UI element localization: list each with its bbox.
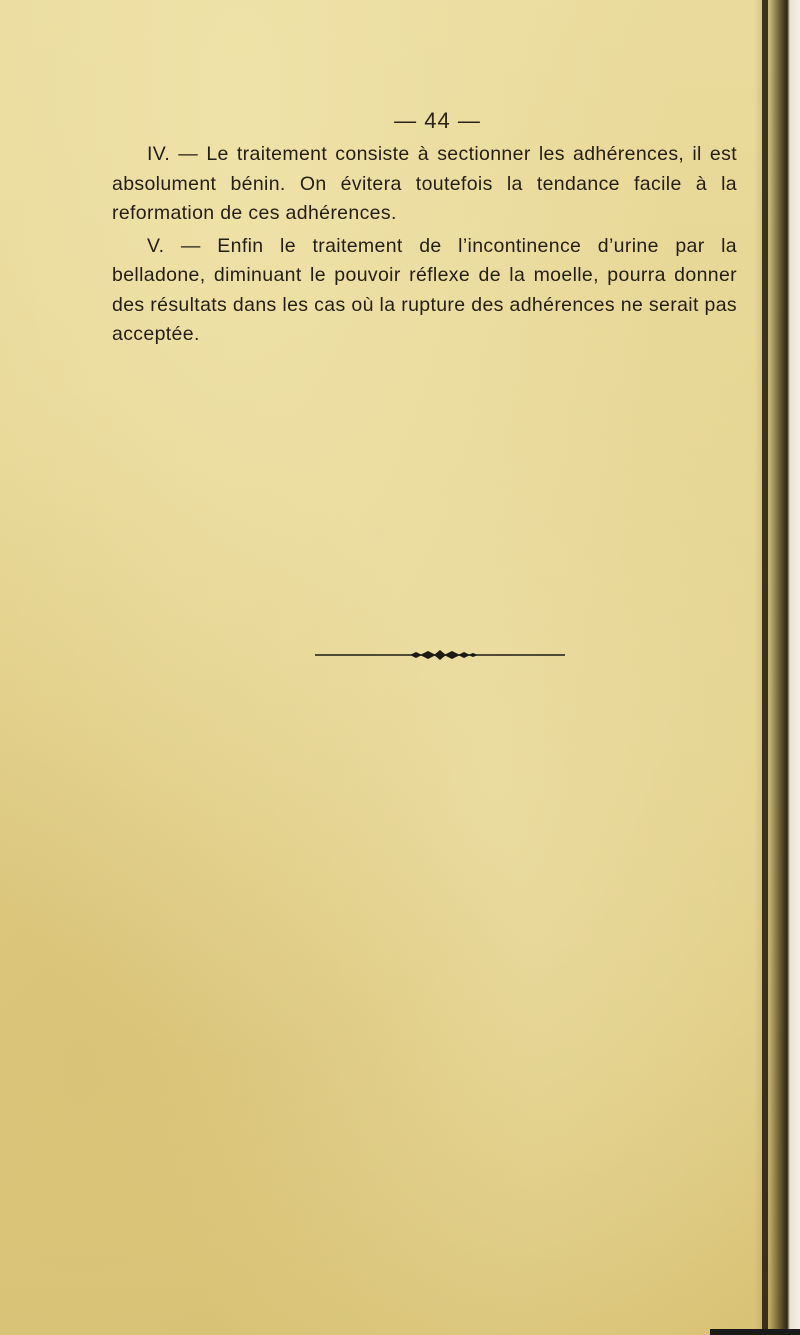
end-of-text-rule-ornament-icon xyxy=(315,645,565,665)
paragraph-iv: IV. — Le traitement consiste à sectionner les adhérences, il est absolument bénin. On évitera toutefois la tendance facile à la reformation de ces adhérences. xyxy=(112,143,737,224)
page-number: — 44 — xyxy=(394,108,481,133)
paragraph-v: V. — Enfin le traitement de l’incontinence d’urine par la belladone, diminuant le pouvoir réflexe de la moelle, pourra donner des résultats dans les cas où la rupture des adhérences ne serait pas acceptée. xyxy=(112,234,737,345)
body-text xyxy=(112,140,737,350)
page-binding-shadow xyxy=(762,0,768,1335)
page-binding-edge xyxy=(754,0,800,1335)
scan-corner-bar xyxy=(710,1329,800,1335)
